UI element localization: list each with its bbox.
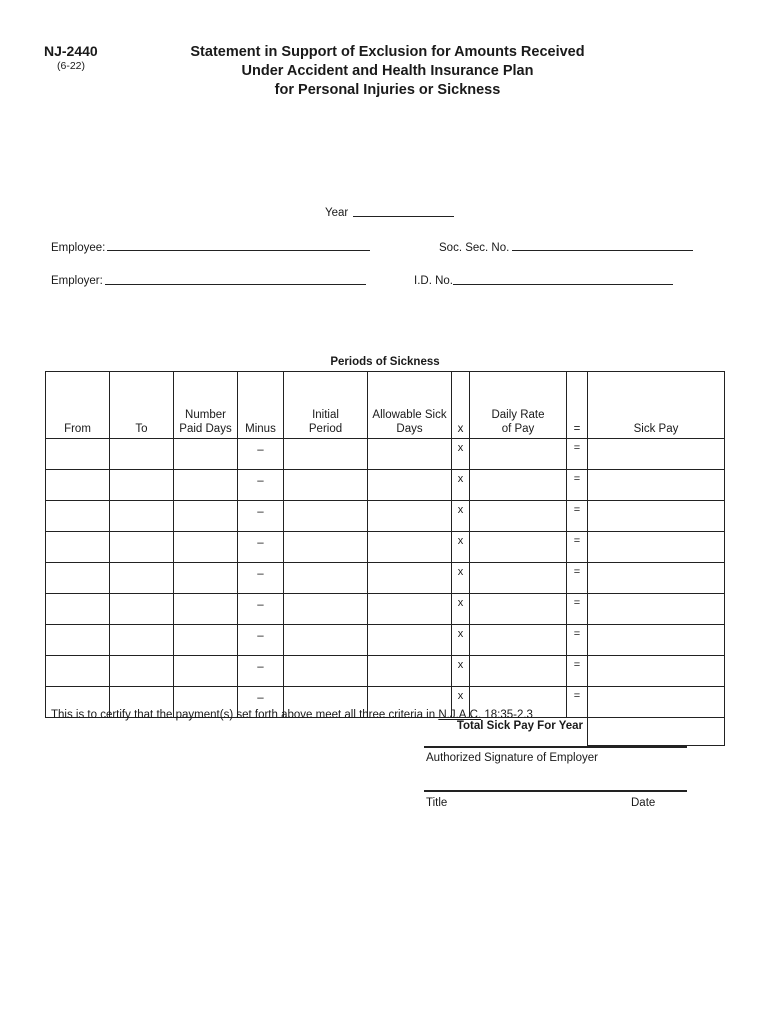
- daily-rate-cell[interactable]: [470, 532, 567, 563]
- allowable-days-cell[interactable]: [368, 563, 452, 594]
- daily-rate-cell[interactable]: [470, 594, 567, 625]
- daily-rate-cell[interactable]: [470, 470, 567, 501]
- from-cell[interactable]: [46, 439, 110, 470]
- allowable-days-cell[interactable]: [368, 439, 452, 470]
- times-cell: x: [452, 470, 470, 501]
- sick-pay-cell[interactable]: [588, 439, 725, 470]
- employee-input-line[interactable]: [107, 250, 370, 251]
- paid-days-cell[interactable]: [174, 439, 238, 470]
- paid-days-cell[interactable]: [174, 470, 238, 501]
- equals-cell: =: [567, 656, 588, 687]
- paid-days-cell[interactable]: [174, 532, 238, 563]
- to-cell[interactable]: [110, 594, 174, 625]
- minus-cell: –: [238, 625, 284, 656]
- ssn-label: Soc. Sec. No.: [439, 242, 510, 254]
- form-title-line-1: Statement in Support of Exclusion for Amounts Received: [190, 44, 585, 60]
- title-label: Title: [426, 797, 448, 809]
- form-id: NJ-2440: [44, 43, 98, 59]
- from-cell[interactable]: [46, 656, 110, 687]
- col-equals: =: [567, 372, 588, 439]
- col-sick-pay: Sick Pay: [588, 372, 725, 439]
- to-cell[interactable]: [110, 439, 174, 470]
- times-cell: x: [452, 687, 470, 718]
- from-cell[interactable]: [46, 563, 110, 594]
- initial-period-cell[interactable]: [284, 625, 368, 656]
- from-cell[interactable]: [46, 532, 110, 563]
- year-input-line[interactable]: [353, 216, 454, 217]
- minus-cell: –: [238, 594, 284, 625]
- paid-days-cell[interactable]: [174, 501, 238, 532]
- allowable-days-cell[interactable]: [368, 532, 452, 563]
- sick-pay-cell[interactable]: [588, 687, 725, 718]
- minus-cell: –: [238, 656, 284, 687]
- sick-pay-cell[interactable]: [588, 501, 725, 532]
- col-to: To: [110, 372, 174, 439]
- njac-reference: N.J.A.C.: [438, 709, 482, 721]
- times-cell: x: [452, 439, 470, 470]
- times-cell: x: [452, 594, 470, 625]
- daily-rate-cell[interactable]: [470, 625, 567, 656]
- table-row: [46, 439, 725, 470]
- to-cell[interactable]: [110, 470, 174, 501]
- daily-rate-cell[interactable]: [470, 656, 567, 687]
- initial-period-cell[interactable]: [284, 439, 368, 470]
- col-from: From: [46, 372, 110, 439]
- col-allowable-days: Allowable Sick Days: [368, 372, 452, 439]
- minus-cell: –: [238, 439, 284, 470]
- allowable-days-cell[interactable]: [368, 501, 452, 532]
- sick-pay-cell[interactable]: [588, 563, 725, 594]
- daily-rate-cell[interactable]: [470, 563, 567, 594]
- times-cell: x: [452, 625, 470, 656]
- allowable-days-cell[interactable]: [368, 625, 452, 656]
- paid-days-cell[interactable]: [174, 656, 238, 687]
- from-cell[interactable]: [46, 501, 110, 532]
- form-title-line-2: Under Accident and Health Insurance Plan: [241, 63, 534, 79]
- table-row: [46, 656, 725, 687]
- from-cell[interactable]: [46, 470, 110, 501]
- col-times: x: [452, 372, 470, 439]
- paid-days-cell[interactable]: [174, 594, 238, 625]
- paid-days-cell[interactable]: [174, 563, 238, 594]
- daily-rate-cell[interactable]: [470, 439, 567, 470]
- equals-cell: =: [567, 563, 588, 594]
- paid-days-cell[interactable]: [174, 625, 238, 656]
- sick-pay-cell[interactable]: [588, 656, 725, 687]
- minus-cell: –: [238, 532, 284, 563]
- sick-pay-cell[interactable]: [588, 532, 725, 563]
- sick-pay-cell[interactable]: [588, 594, 725, 625]
- date-label: Date: [631, 797, 656, 809]
- from-cell[interactable]: [46, 594, 110, 625]
- certification-text: This is to certify that the payment(s) set forth above meet all three criteria in N.J.A.C. 18:35-2.3: [51, 709, 533, 721]
- table-row: [46, 594, 725, 625]
- sick-pay-cell[interactable]: [588, 625, 725, 656]
- total-row: [46, 718, 725, 746]
- table-row: [46, 625, 725, 656]
- times-cell: x: [452, 501, 470, 532]
- times-cell: x: [452, 656, 470, 687]
- to-cell[interactable]: [110, 532, 174, 563]
- equals-cell: =: [567, 687, 588, 718]
- initial-period-cell[interactable]: [284, 594, 368, 625]
- allowable-days-cell[interactable]: [368, 594, 452, 625]
- daily-rate-cell[interactable]: [470, 501, 567, 532]
- equals-cell: =: [567, 501, 588, 532]
- col-minus: Minus: [238, 372, 284, 439]
- minus-cell: –: [238, 563, 284, 594]
- table-row: [46, 563, 725, 594]
- id-input-line[interactable]: [453, 284, 673, 285]
- equals-cell: =: [567, 594, 588, 625]
- ssn-input-line[interactable]: [512, 250, 693, 251]
- form-title: [160, 43, 615, 100]
- initial-period-cell[interactable]: [284, 532, 368, 563]
- equals-cell: =: [567, 532, 588, 563]
- times-cell: x: [452, 532, 470, 563]
- equals-cell: =: [567, 625, 588, 656]
- col-daily-rate: Daily Rate of Pay: [470, 372, 567, 439]
- equals-cell: =: [567, 470, 588, 501]
- initial-period-cell[interactable]: [284, 656, 368, 687]
- periods-of-sickness-title: Periods of Sickness: [330, 356, 440, 368]
- allowable-days-cell[interactable]: [368, 656, 452, 687]
- sick-pay-cell[interactable]: [588, 470, 725, 501]
- authorized-signature-line[interactable]: [424, 746, 687, 748]
- col-initial-period: Initial Period: [284, 372, 368, 439]
- table-row: [46, 532, 725, 563]
- minus-cell: –: [238, 687, 284, 718]
- employee-label: Employee:: [51, 242, 106, 254]
- to-cell[interactable]: [110, 563, 174, 594]
- initial-period-cell[interactable]: [284, 501, 368, 532]
- equals-cell: =: [567, 439, 588, 470]
- year-label: Year: [325, 207, 349, 219]
- table-row: [46, 501, 725, 532]
- total-sick-pay-cell[interactable]: [588, 718, 725, 746]
- minus-cell: –: [238, 470, 284, 501]
- authorized-signature-label: Authorized Signature of Employer: [426, 752, 598, 764]
- to-cell[interactable]: [110, 625, 174, 656]
- from-cell[interactable]: [46, 625, 110, 656]
- employer-label: Employer:: [51, 275, 103, 287]
- initial-period-cell[interactable]: [284, 470, 368, 501]
- initial-period-cell[interactable]: [284, 563, 368, 594]
- title-date-line[interactable]: [424, 790, 687, 792]
- total-sick-pay-label: Total Sick Pay For Year: [452, 718, 588, 746]
- form-revision: (6-22): [57, 60, 86, 72]
- id-label: I.D. No.: [414, 275, 453, 287]
- form-title-line-3: for Personal Injuries or Sickness: [274, 82, 501, 98]
- employer-input-line[interactable]: [105, 284, 366, 285]
- minus-cell: –: [238, 501, 284, 532]
- sickness-table: [45, 371, 725, 746]
- to-cell[interactable]: [110, 656, 174, 687]
- table-header-row: [46, 372, 725, 439]
- to-cell[interactable]: [110, 501, 174, 532]
- allowable-days-cell[interactable]: [368, 470, 452, 501]
- times-cell: x: [452, 563, 470, 594]
- table-row: [46, 470, 725, 501]
- col-paid-days: Number Paid Days: [174, 372, 238, 439]
